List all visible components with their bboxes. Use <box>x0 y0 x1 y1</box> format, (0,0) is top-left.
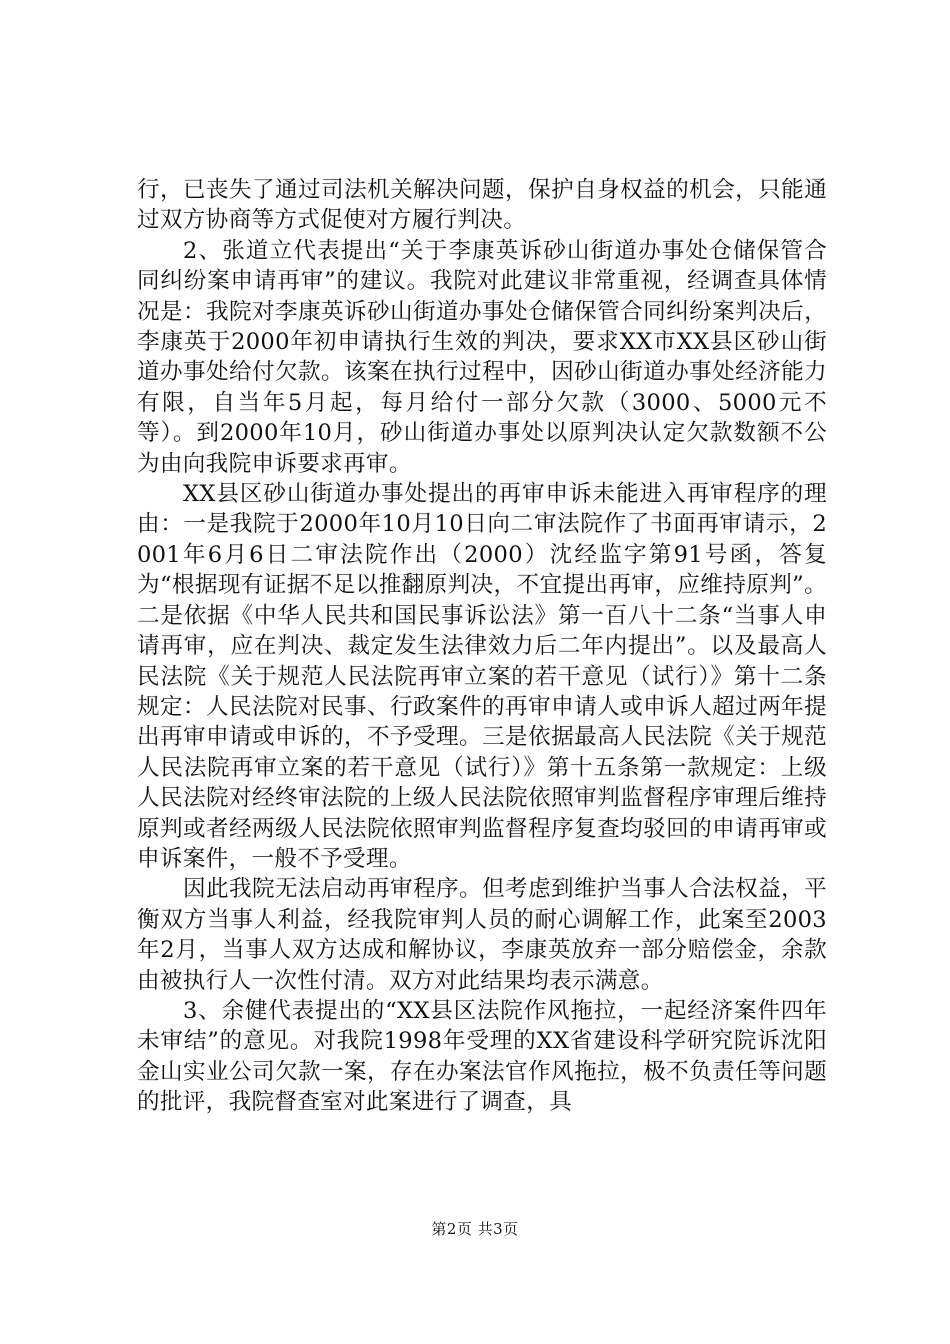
document-body <box>137 175 827 1118</box>
paragraph-4: 因此我院无法启动再审程序。但考虑到维护当事人合法权益，平衡双方当事人利益，经我院审判人员的耐心调解工作，此案至2003年2月，当事人双方达成和解协议，李康英放弃一部分赔偿金，余款由被执行人一次性付清。双方对此结果均表示满意。 <box>137 876 827 994</box>
paragraph-1: 行，已丧失了通过司法机关解决问题，保护自身权益的机会，只能通过双方协商等方式促使对方履行判决。 <box>137 177 827 234</box>
paragraph-2: 2、张道立代表提出“关于李康英诉砂山街道办事处仓储保管合同纠纷案申请再审”的建议。我院对此建议非常重视，经调查具体情况是：我院对李康英诉砂山街道办事处仓储保管合同纠纷案判决后，李康英于2000年初申请执行生效的判决，要求XX市XX县区砂山街道办事处给付欠款。该案在执行过程中，因砂山街道办事处经济能力有限，自当年5月起，每月给付一部分欠款（3000、5000元不等）。到2000年10月，砂山街道办事处以原判决认定欠款数额不公为由向我院申诉要求再审。 <box>137 237 827 477</box>
paragraph-5: 3、余健代表提出的“XX县区法院作风拖拉，一起经济案件四年未审结”的意见。对我院1998年受理的XX省建设科学研究院诉沈阳金山实业公司欠款一案，存在办案法官作风拖拉，极不负责任等问题的批评，我院督查室对此案进行了调查，具 <box>137 997 827 1116</box>
paragraph-3: XX县区砂山街道办事处提出的再审申诉未能进入再审程序的理由：一是我院于2000年10月10日向二审法院作了书面再审请示，2001年6月6日二审法院作出（2000）沈经监字第91号函，答复为“根据现有证据不足以推翻原判决，不宜提出再审，应维持原判”。二是依据《中华人民共和国民事诉讼法》第一百八十二条“当事人申请再审，应在判决、裁定发生法律效力后二年内提出”。以及最高人民法院《关于规范人民法院再审立案的若干意见（试行）》第十二条规定：人民法院对民事、行政案件的再审申请人或申诉人超过两年提出再审申请或申诉的，不予受理。三是依据最高人民法院《关于规范人民法院再审立案的若干意见（试行）》第十五条第一款规定：上级人民法院对经终审法院的上级人民法院依照审判监督程序审理后维持原判或者经两级人民法院依照审判监督程序复查均驳回的申请再审或申诉案件，一般不予受理。 <box>137 481 827 872</box>
page-footer: 第2页 共3页 <box>431 1220 519 1238</box>
